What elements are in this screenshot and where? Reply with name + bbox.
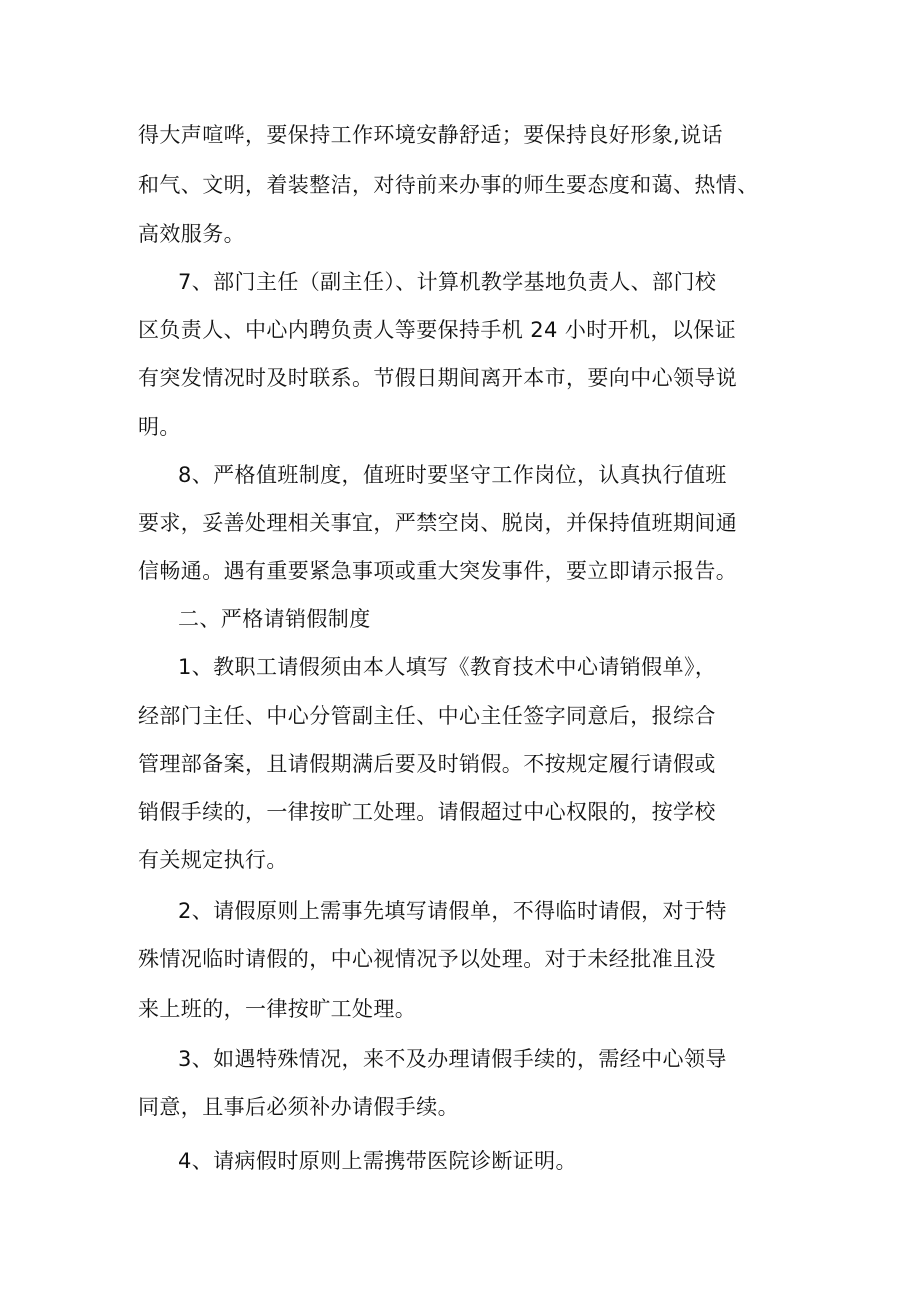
text-line: 信畅通。遇有重要紧急事项或重大突发事件，要立即请示报告。	[138, 559, 738, 583]
text-line: 得大声喧哗，要保持工作环境安静舒适；要保持良好形象,说话	[138, 123, 723, 147]
text-line: 和气、文明，着装整洁，对待前来办事的师生要态度和蔼、热情、	[138, 173, 759, 197]
text-line: 明。	[138, 415, 181, 439]
text-line: 区负责人、中心内聘负责人等要保持手机 24 小时开机，以保证	[138, 318, 737, 342]
text-line: 8、严格值班制度，值班时要坚守工作岗位，认真执行值班	[178, 463, 727, 487]
text-line: 4、请病假时原则上需携带医院诊断证明。	[178, 1149, 577, 1173]
text-line: 3、如遇特殊情况，来不及办理请假手续的，需经中心领导	[178, 1047, 727, 1071]
text-line: 高效服务。	[138, 222, 245, 246]
text-line: 管理部备案，且请假期满后要及时销假。不按规定履行请假或	[138, 752, 716, 776]
text-line: 殊情况临时请假的，中心视情况予以处理。对于未经批准且没	[138, 947, 716, 971]
section-heading: 二、严格请销假制度	[178, 607, 371, 631]
text-line: 1、教职工请假须由本人填写《教育技术中心请销假单》，	[178, 655, 717, 679]
text-line: 7、部门主任（副主任）、计算机教学基地负责人、部门校	[178, 270, 717, 294]
text-line: 来上班的，一律按旷工处理。	[138, 997, 417, 1021]
text-line: 有突发情况时及时联系。节假日期间离开本市，要向中心领导说	[138, 366, 738, 390]
text-line: 经部门主任、中心分管副主任、中心主任签字同意后，报综合	[138, 704, 716, 728]
text-line: 要求，妥善处理相关事宜，严禁空岗、脱岗，并保持值班期间通	[138, 511, 738, 535]
text-line: 同意，且事后必须补办请假手续。	[138, 1095, 459, 1119]
text-line: 有关规定执行。	[138, 848, 288, 872]
text-line: 销假手续的，一律按旷工处理。请假超过中心权限的，按学校	[138, 800, 716, 824]
text-line: 2、请假原则上需事先填写请假单，不得临时请假，对于特	[178, 899, 727, 923]
